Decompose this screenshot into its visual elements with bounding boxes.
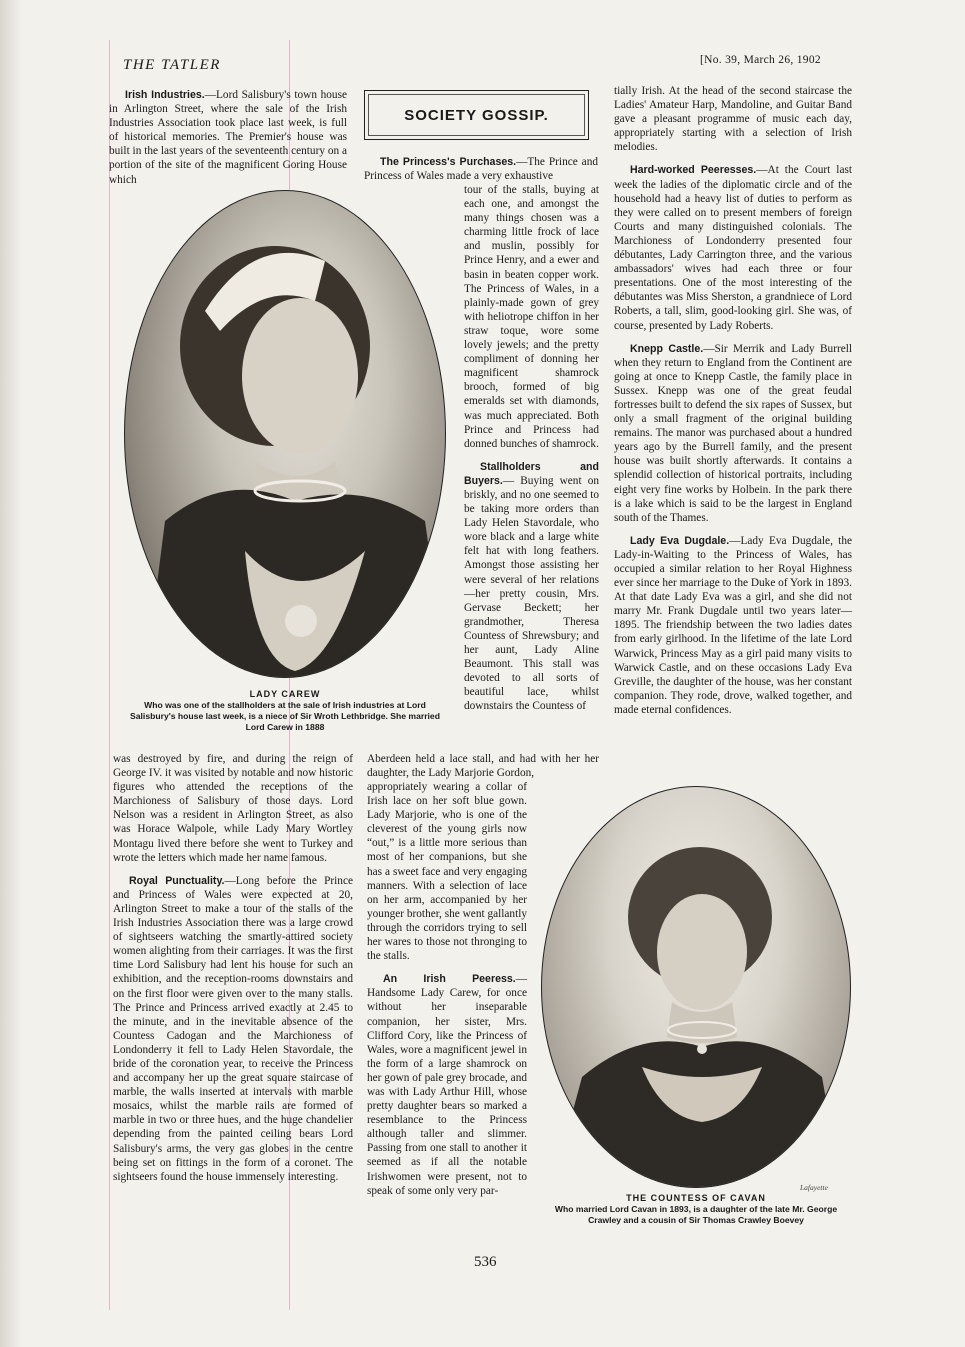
paragraph-stallholders: — Buying went on briskly, and no one seemed to be taking more orders than Lady Helen Stavordale, who wore black and a large white felt hat with long feathers. Amongst those assisting her were several of her relations—her pretty cousin, Mrs. Gervase Beckett; her grandmother, Theresa Countess of Shrewsbury; and her aunt, Lady Aline Beaumont. This stall was devoted to all sorts of beautiful lace, whilst downstairs the Countess of [464, 474, 599, 713]
subhead-princess-purchases: The Princess's Purchases. [380, 156, 517, 168]
paragraph-royal-punctuality: —Long before the Prince and Princess of Wales were expected at 20, Arlington Street to make a tour of the stalls of the Irish Industries Association there was a large crowd of sightseers watching the smartly-attired society women alighting from their carriages. It was the first time Lord Salisbury had lent his house for such an exhibition, and the reception-rooms downstairs and on the first floor were given over to the many stalls. The Prince and Princess arrived exactly at 2.45 to the minute, and in the inevitable absence of the Countess Cadogan and the Marchioness of Londonderry it fell to Lady Helen Stavordale, the bride of the coronation year, to receive the Princess and accompany her up the great square staircase of marble, the walls inserted at intervals with marble mosaics, whilst the marble rails are formed of marble in two or three hues, and the huge chandelier depending from the painted ceiling bears Lord Salisbury's arms, the very gas globes in the centre being set on fittings in the form of a coronet. The sightseers found the house immensely interesting. [113, 874, 353, 1183]
paragraph-lady-eva-dugdale: —Lady Eva Dugdale, the Lady-in-Waiting to the Princess of Wales, has occupied a similar relation to her Royal Highness ever since her marriage to the Duke of York in 1893. At that date Lady Eva was a girl, and she did not marry Mr. Frank Dugdale until two years later—1895. The friendship between the two ladies dates from early girlhood. In the lifetime of the late Lord Warwick, Princess May as a girl paid many visits to Warwick Castle, and on these occasions Lady Eva Greville, the daughter of the house, was her constant companion. They rode, drove, walked together, and made eternal confidences. [614, 534, 852, 716]
caption-countess-of-cavan [553, 1193, 839, 1226]
margin-rule-left [109, 40, 110, 1310]
caption-text-countess-of-cavan: Who married Lord Cavan in 1893, is a daughter of the late Mr. George Crawley and a cousin of Sir Thomas Crawley Boevey [554, 1204, 838, 1225]
paragraph-hard-worked-peeresses: —At the Court last week the ladies of the diplomatic circle and of the household had a heavy list of duties to perform as they were called on to present members of foreign Courts and many distinguished colonials. The Marchioness of Londonderry presented four débutantes, Lady Carrington three, and the various ambassadors' wives had each three or four presentations. One of the most interesting of the débutantes was Miss Sherston, a grandniece of Lord Roberts, a tall, slim, good-looking girl. She was, of course, presented by Lady Roberts. [614, 164, 852, 332]
portrait-lady-carew-figure [125, 191, 446, 678]
paragraph-princess-purchases-lead: —The Prince and Princess of Wales made a very exhaustive [364, 156, 598, 183]
column-1-bottom [113, 752, 353, 1193]
paragraph-irish-industries-continued: was destroyed by fire, and during the reign of George IV. it was visited by notable and now historic figures who attended the receptions of the Marchioness of Salisbury of those days. Lord Nelson was a resident in Arlington Street, as also was Horace Walpole, while Lady Mary Wortley Montagu lived there before she went to Turkey and wrote the letters which made her name famous. [113, 753, 353, 864]
paragraph-harp-band: tially Irish. At the head of the second staircase the Ladies' Amateur Harp, Mandoline, and Guitar Band gave a pleasant programme of music each day, appropriately starting with a selection of Irish melodies. [614, 85, 852, 154]
column-2-narrow [464, 183, 599, 722]
page-edge-shadow [0, 0, 22, 1347]
paragraph-stallholders-continued: Aberdeen held a lace stall, and had with her her daughter, the Lady Marjorie Gordon, [367, 753, 599, 780]
issue-line: [No. 39, March 26, 1902 [700, 54, 821, 66]
running-title: THE TATLER [123, 57, 221, 73]
paragraph-irish-industries: —Lord Salisbury's town house in Arlington Street, where the sale of the Irish Industries Association took place last week, is full of historical memories. The Premier's house was built in the last years of the seventeenth century on a portion of the site of the magnificent Goring House which [109, 89, 347, 186]
paragraph-princess-purchases: tour of the stalls, buying at each one, and amongst the many things chosen was a charming little frock of lace and muslin, possibly for Prince Henry, and a ewer and basin in beaten copper work. The Princess of Wales, in a plainly-made gown of grey with heliotrope chiffon in her straw toque, wore some lovely jewels; and the pretty compliment of donning her magnificent shamrock brooch, formed of big emeralds set with diamonds, was much appreciated. Both Prince and Princess had donned bunches of shamrock. [464, 184, 599, 450]
column-1-top [109, 88, 347, 196]
section-title-box [364, 90, 589, 140]
portrait-lady-carew [124, 190, 446, 678]
subhead-lady-eva-dugdale: Lady Eva Dugdale. [630, 534, 730, 547]
subhead-stallholders: Stallholders and Buyers. [464, 460, 599, 487]
caption-lady-carew [124, 689, 446, 733]
paragraph-irish-peeress: —Handsome Lady Carew, for once without her inseparable companion, her sister, Mrs. Clifford Cory, like the Princess of Wales, wore a magnificent jewel in the form of a large shamrock on her gown of pale grey brocade, and was with Lady Arthur Hill, whose pretty daughter bears so marked a resemblance to the Princess although taller and slimmer. Passing from one stall to another it seemed as if all the notable Irishwomen were present, not to speak of some only very par- [367, 973, 527, 1197]
subhead-irish-peeress: An Irish Peeress. [383, 973, 516, 986]
paragraph-stallholders-continued-2: appropriately wearing a collar of Irish lace on her soft blue gown. Lady Marjorie, who is one of the cleverest of the young girls now “out,” is a little more serious than most of her companions, but she has a sweet face and very engaging manners. With a selection of lace on her arm, accompanied by her younger brother, she went gallantly through the corridors trying to sell her wares to those not thronging to the stalls. [367, 781, 527, 963]
section-title: SOCIETY GOSSIP. [404, 106, 549, 124]
portrait-countess-of-cavan [541, 786, 851, 1188]
subhead-knepp-castle: Knepp Castle. [630, 342, 704, 355]
portrait-countess-of-cavan-figure [542, 787, 851, 1188]
subhead-royal-punctuality: Royal Punctuality. [129, 874, 225, 887]
column-3 [614, 84, 852, 726]
caption-title-lady-carew: LADY CAREW [249, 689, 321, 699]
caption-text-lady-carew: Who was one of the stallholders at the sale of Irish industries at Lord Salisbury's house last week, is a niece of Sir Wroth Lethbridge. She married Lord Carew in 1888 [130, 700, 440, 732]
subhead-irish-industries: Irish Industries. [125, 89, 205, 101]
subhead-hard-worked-peeresses: Hard-worked Peeresses. [630, 164, 757, 177]
paragraph-knepp-castle: —Sir Merrik and Lady Burrell when they return to England from the Continent are going at once to Knepp Castle, the family place in Sussex. Knepp was one of the great feudal fortresses built to defend the six rapes of Sussex, but only a small fragment of the original building remains. The manor was purchased about a hundred years ago by the Burrell family, and the present house was built shortly afterwards. It contains a splendid collection of historical portraits, including eight very fine works by Holbein. In the park there is a lake which is said to be the largest in England south of the Thames. [614, 342, 853, 524]
page-number: 536 [474, 1254, 497, 1270]
column-2-bottom [367, 780, 527, 1207]
caption-title-countess-of-cavan: THE COUNTESS OF CAVAN [626, 1193, 766, 1203]
photo-credit: Lafayette [800, 1183, 828, 1192]
